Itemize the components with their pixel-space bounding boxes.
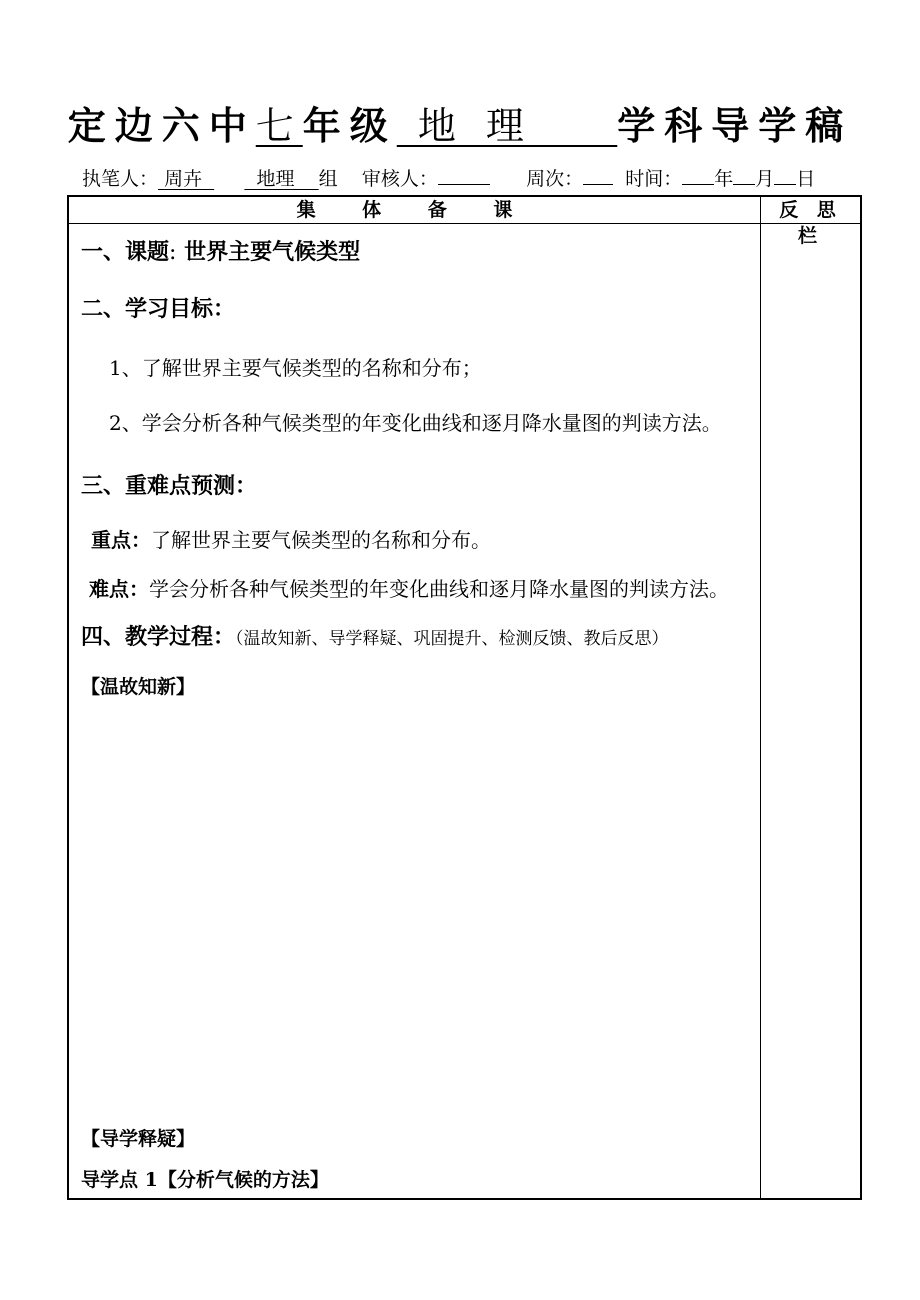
- key-point-line: [91, 526, 491, 554]
- time-label: 时间：: [625, 168, 683, 190]
- topic-text: 世界主要气候类型: [184, 239, 361, 265]
- header-divider: [69, 223, 860, 224]
- day-label: 日: [796, 168, 816, 190]
- page-title: [0, 100, 920, 152]
- school-name: 定边六中: [67, 103, 256, 148]
- group-value: [244, 168, 318, 190]
- key-point-label: 重点：: [91, 528, 151, 552]
- reflection-column-header: 反 思 栏: [779, 199, 842, 247]
- month-blank: [733, 166, 755, 185]
- day-blank: [774, 166, 796, 185]
- key-points-heading: 三、重难点预测：: [81, 473, 258, 499]
- process-note: （温故知新、导学释疑、巩固提升、检测反馈、教后反思）: [235, 629, 669, 649]
- difficulty-text: 学会分析各种气候类型的年变化曲线和逐月降水量图的判读方法。: [149, 577, 729, 601]
- week-blank: [583, 166, 613, 185]
- group-suffix: 组: [318, 168, 338, 190]
- topic-colon: :: [169, 240, 177, 265]
- lesson-table: [67, 195, 862, 1200]
- process-heading: 四、教学过程：: [81, 624, 236, 650]
- author-value: [158, 168, 214, 190]
- goal-2: 2、学会分析各种气候类型的年变化曲线和逐月降水量图的判读方法。: [109, 411, 722, 435]
- meta-line: [82, 165, 862, 193]
- review-section-label: 【温故知新】: [81, 676, 196, 698]
- main-column-header: 集 体 备 课: [296, 199, 533, 221]
- key-point-text: 了解世界主要气候类型的名称和分布。: [151, 528, 491, 552]
- week-label: 周次：: [526, 168, 584, 190]
- topic-label: 一、课题: [81, 239, 170, 265]
- reviewer-label: 审核人：: [361, 168, 438, 190]
- grade-value: 七: [255, 104, 303, 148]
- column-divider: [760, 197, 761, 1198]
- goal-1: 1、了解世界主要气候类型的名称和分布；: [109, 356, 482, 380]
- guide-section-label: 【导学释疑】: [81, 1128, 196, 1150]
- author-name: 周卉: [164, 168, 203, 190]
- month-label: 月: [755, 168, 775, 190]
- doc-type: 学科导学稿: [617, 103, 853, 148]
- difficulty-line: [89, 575, 729, 603]
- group-name: 地理: [256, 168, 295, 190]
- guide-point-label: 导学点 1【分析气候的方法】: [81, 1169, 329, 1191]
- difficulty-label: 难点：: [89, 577, 149, 601]
- process-line: [81, 622, 669, 654]
- reviewer-blank: [438, 166, 490, 185]
- goals-heading: 二、学习目标：: [81, 296, 236, 322]
- author-label: 执笔人：: [82, 168, 159, 190]
- topic-line: [81, 237, 360, 268]
- year-label: 年: [714, 168, 734, 190]
- grade-label: 年级: [302, 103, 397, 148]
- year-blank: [682, 166, 714, 185]
- subject-value: 地 理: [396, 104, 618, 148]
